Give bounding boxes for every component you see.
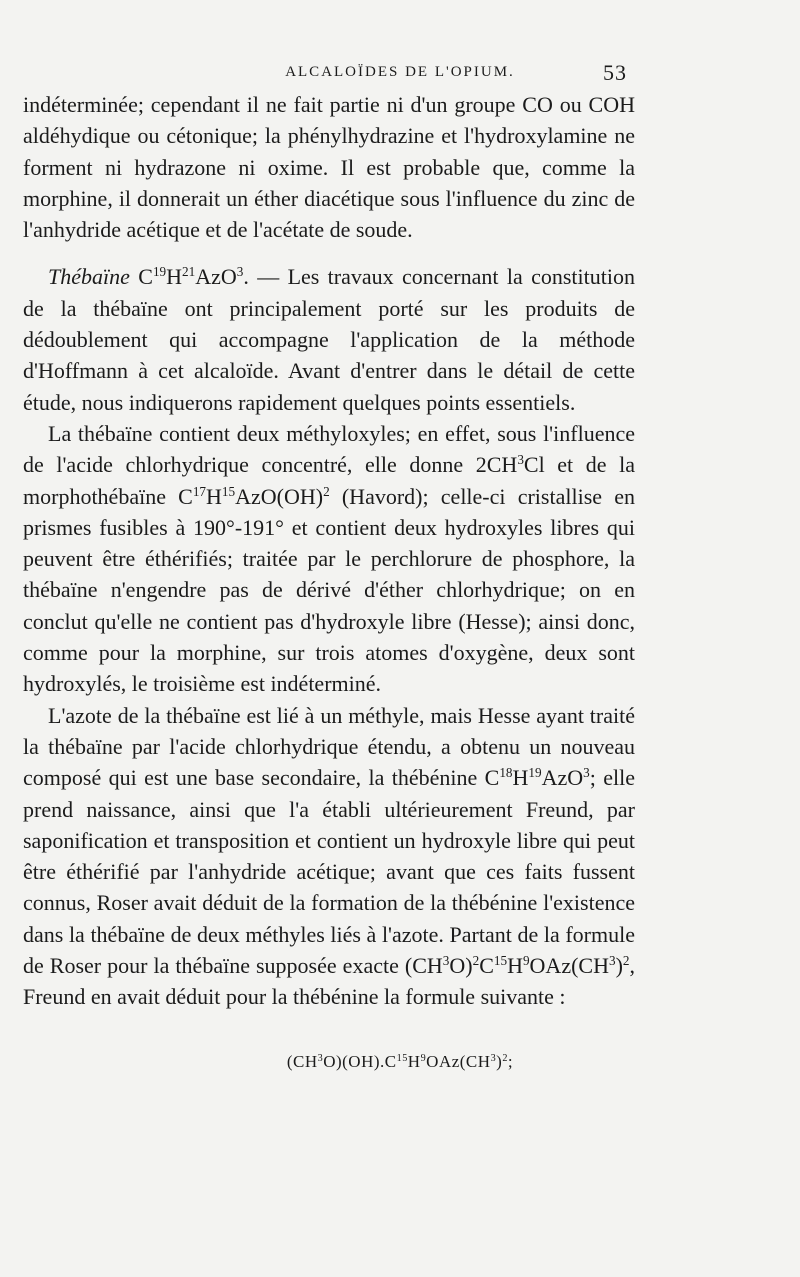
formula-thebenine: $(CH^3O)(OH).C^{15}H^9OAz(CH^3)^2$;: [286, 1052, 514, 1071]
paragraph-thebaine: Thébaïne $C^{19}H^{21}AzO^3$. — Les travaux concernant la constitution de la thébaïne ont principalement porté sur les produits de dédoublement qui accompagne l'application de la méthode d'Hoffmann à cet alcaloïde. Avant d'entrer dans le détail de cette étude, nous indiquerons rapidement quelques points essentiels.: [23, 264, 635, 415]
running-head: [0, 60, 800, 86]
paragraph-methyloxyles: La thébaïne contient deux méthyloxyles; en effet, sous l'influence de l'acide chlorhydrique concentré, elle donne $2CH^3Cl$ et de la morphothébaïne $C^{17}H^{15}AzO(OH)^2$ (Havord); celle-ci cristallise en prismes fusibles à 190°-191° et contient deux hydroxyles libres qui peuvent être éthérifiés; traitée par le perchlorure de phosphore, la thébaïne n'engendre pas de dérivé d'éther chlorhydrique; on en conclut qu'elle ne contient pas d'hydroxyle libre (Hesse); ainsi donc, comme pour la morphine, sur trois atomes d'oxygène, deux sont hydroxylés, le troisième est indéterminé.: [23, 420, 635, 697]
page-number: 53: [603, 60, 627, 85]
running-title: ALCALOÏDES DE L'OPIUM.: [285, 64, 515, 80]
thebaine-heading: Thébaïne: [48, 264, 130, 290]
paragraph-azote: L'azote de la thébaïne est lié à un méthyle, mais Hesse ayant traité la thébaïne par l'acide chlorhydrique étendu, a obtenu un nouveau composé qui est une base secondaire, la thébénine $C^{18}H^{19}AzO^3$; elle prend naissance, ainsi que l'a établi ultérieurement Freund, par saponification et transposition et contient un hydroxyle libre qui peut être éthérifié par l'anhydride acétique; avant que ces faits fussent connus, Roser avait déduit de la formation de la thébénine l'existence dans la thébaïne de deux méthyles liés à l'azote. Partant de la formule de Roser pour la thébaïne supposée exacte $(CH^3O)^2C^{15}H^9OAz(CH^3)^2$, Freund en avait déduit pour la thébénine la formule suivante :: [23, 702, 635, 1010]
paragraph-1: indéterminée; cependant il ne fait partie ni d'un groupe CO ou COH aldéhydique ou cétonique; la phénylhydrazine et l'hydroxylamine ne forment ni hydrazone ni oxime. Il est probable que, comme la morphine, il donnerait un éther diacétique sous l'influence du zinc de l'anhydride acétique et de l'acétate de soude.: [23, 92, 635, 243]
body-text: [23, 89, 635, 1013]
